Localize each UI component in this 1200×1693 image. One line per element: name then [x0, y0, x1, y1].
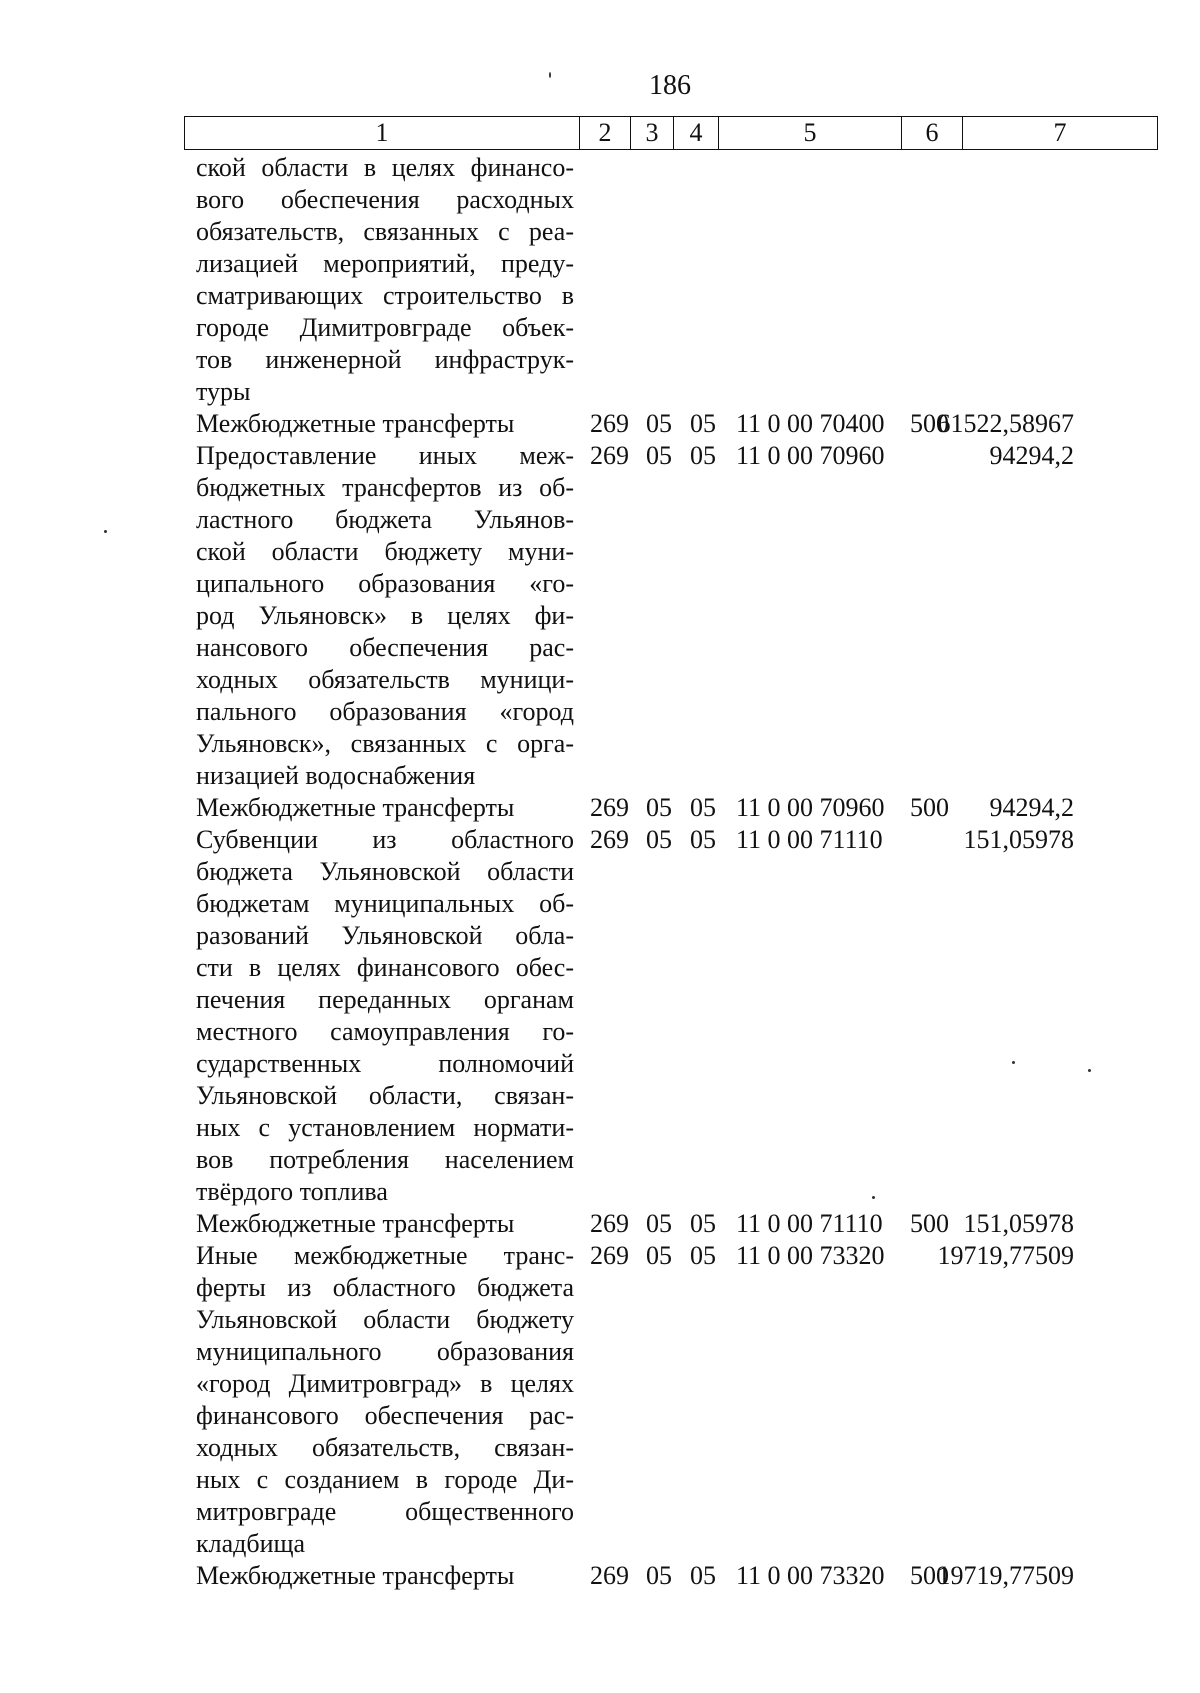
cell-col-6: 500: [910, 409, 949, 438]
row-description-line: местного самоуправления го-: [196, 1017, 574, 1046]
row-description-line: митровграде общественного: [196, 1497, 574, 1526]
cell-col-7: 94294,2: [989, 441, 1074, 470]
row-description-line: муниципального образования: [196, 1337, 574, 1366]
cell-col-2: 269: [590, 1209, 629, 1238]
cell-col-3: 05: [646, 1209, 672, 1238]
row-description-line: ской области в целях финансо-: [196, 153, 574, 182]
cell-col-2: 269: [590, 1241, 629, 1270]
scan-speck: [872, 1196, 875, 1199]
column-header-6: 6: [902, 117, 963, 150]
cell-col-4: 05: [690, 409, 716, 438]
scan-speck: [104, 530, 107, 533]
column-header-row: [185, 117, 1158, 150]
row-description-line: ципального образования «го-: [196, 569, 574, 598]
cell-col-3: 05: [646, 1561, 672, 1590]
budget-table-body: [0, 152, 1200, 1592]
row-description-line: Межбюджетные трансферты: [196, 1561, 515, 1590]
cell-col-4: 05: [690, 1561, 716, 1590]
row-description-line: сти в целях финансового обес-: [196, 953, 574, 982]
column-header-2: 2: [580, 117, 631, 150]
cell-col-4: 05: [690, 1241, 716, 1270]
row-description-line: сударственных полномочий: [196, 1049, 574, 1078]
cell-col-7: 151,05978: [963, 1209, 1074, 1238]
table-row: [0, 792, 1200, 824]
table-row: [0, 440, 1200, 792]
row-description-line: ходных обязательств муници-: [196, 665, 574, 694]
cell-col-5: 11 0 00 73320: [736, 1241, 885, 1270]
row-description-line: обязательств, связанных с реа-: [196, 217, 574, 246]
row-description-line: ных с установлением нормати-: [196, 1113, 574, 1142]
row-description-line: твёрдого топлива: [196, 1177, 388, 1206]
cell-col-5: 11 0 00 70960: [736, 441, 885, 470]
row-description-line: ферты из областного бюджета: [196, 1273, 574, 1302]
cell-col-4: 05: [690, 1209, 716, 1238]
cell-col-2: 269: [590, 1561, 629, 1590]
cell-col-7: 61522,58967: [937, 409, 1074, 438]
row-description-line: ской области бюджету муни-: [196, 537, 574, 566]
row-description-line: тов инженерной инфраструк-: [196, 345, 574, 374]
cell-col-6: 500: [910, 1209, 949, 1238]
cell-col-4: 05: [690, 825, 716, 854]
row-description-line: финансового обеспечения рас-: [196, 1401, 574, 1430]
table-row: [0, 152, 1200, 408]
cell-col-2: 269: [590, 409, 629, 438]
cell-col-5: 11 0 00 70960: [736, 793, 885, 822]
column-header-5: 5: [719, 117, 902, 150]
column-header-7: 7: [963, 117, 1158, 150]
row-description-line: Межбюджетные трансферты: [196, 409, 515, 438]
row-description-line: бюджетных трансфертов из об-: [196, 473, 574, 502]
table-row: [0, 408, 1200, 440]
row-description-line: Ульяновск», связанных с орга-: [196, 729, 574, 758]
row-description-line: Ульяновской области бюджету: [196, 1305, 574, 1334]
row-description-line: городе Димитровграде объек-: [196, 313, 574, 342]
row-description-line: пального образования «город: [196, 697, 574, 726]
page-number: 186: [649, 70, 691, 101]
row-description-line: разований Ульяновской обла-: [196, 921, 574, 950]
row-description-line: Межбюджетные трансферты: [196, 1209, 515, 1238]
scan-speck: [1012, 1061, 1015, 1064]
table-row: [0, 1560, 1200, 1592]
cell-col-5: 11 0 00 73320: [736, 1561, 885, 1590]
row-description-line: печения переданных органам: [196, 985, 574, 1014]
row-description-line: «город Димитровград» в целях: [196, 1369, 574, 1398]
row-description-line: Предоставление иных меж-: [196, 441, 574, 470]
cell-col-4: 05: [690, 793, 716, 822]
cell-col-3: 05: [646, 1241, 672, 1270]
row-description-line: Межбюджетные трансферты: [196, 793, 515, 822]
cell-col-5: 11 0 00 70400: [736, 409, 885, 438]
row-description-line: бюджетам муниципальных об-: [196, 889, 574, 918]
column-header-1: 1: [185, 117, 580, 150]
row-description-line: род Ульяновск» в целях фи-: [196, 601, 574, 630]
cell-col-3: 05: [646, 793, 672, 822]
row-description-line: ластного бюджета Ульянов-: [196, 505, 574, 534]
table-row: [0, 824, 1200, 1208]
row-description-line: Субвенции из областного: [196, 825, 574, 854]
column-header-3: 3: [631, 117, 674, 150]
cell-col-7: 94294,2: [989, 793, 1074, 822]
cell-col-3: 05: [646, 441, 672, 470]
row-description-line: вого обеспечения расходных: [196, 185, 574, 214]
cell-col-6: 500: [910, 1561, 949, 1590]
row-description-line: ных с созданием в городе Ди-: [196, 1465, 574, 1494]
cell-col-7: 19719,77509: [937, 1241, 1074, 1270]
cell-col-2: 269: [590, 825, 629, 854]
cell-col-7: 151,05978: [963, 825, 1074, 854]
row-description-line: вов потребления населением: [196, 1145, 574, 1174]
table-row: [0, 1208, 1200, 1240]
cell-col-4: 05: [690, 441, 716, 470]
row-description-line: бюджета Ульяновской области: [196, 857, 574, 886]
column-header-4: 4: [674, 117, 719, 150]
cell-col-7: 19719,77509: [937, 1561, 1074, 1590]
row-description-line: лизацией мероприятий, преду-: [196, 249, 574, 278]
cell-col-5: 11 0 00 71110: [736, 1209, 883, 1238]
row-description-line: сматривающих строительство в: [196, 281, 574, 310]
row-description-line: ходных обязательств, связан-: [196, 1433, 574, 1462]
scan-speck: [549, 72, 551, 78]
scan-speck: [1088, 1069, 1091, 1072]
row-description-line: кладбища: [196, 1529, 306, 1558]
cell-col-6: 500: [910, 793, 949, 822]
row-description-line: нансового обеспечения рас-: [196, 633, 574, 662]
row-description-line: Ульяновской области, связан-: [196, 1081, 574, 1110]
cell-col-2: 269: [590, 793, 629, 822]
row-description-line: низацией водоснабжения: [196, 761, 476, 790]
row-description-line: Иные межбюджетные транс-: [196, 1241, 574, 1270]
column-header-table: [184, 116, 1158, 150]
cell-col-5: 11 0 00 71110: [736, 825, 883, 854]
cell-col-3: 05: [646, 409, 672, 438]
cell-col-3: 05: [646, 825, 672, 854]
table-row: [0, 1240, 1200, 1560]
row-description-line: туры: [196, 377, 251, 406]
cell-col-2: 269: [590, 441, 629, 470]
